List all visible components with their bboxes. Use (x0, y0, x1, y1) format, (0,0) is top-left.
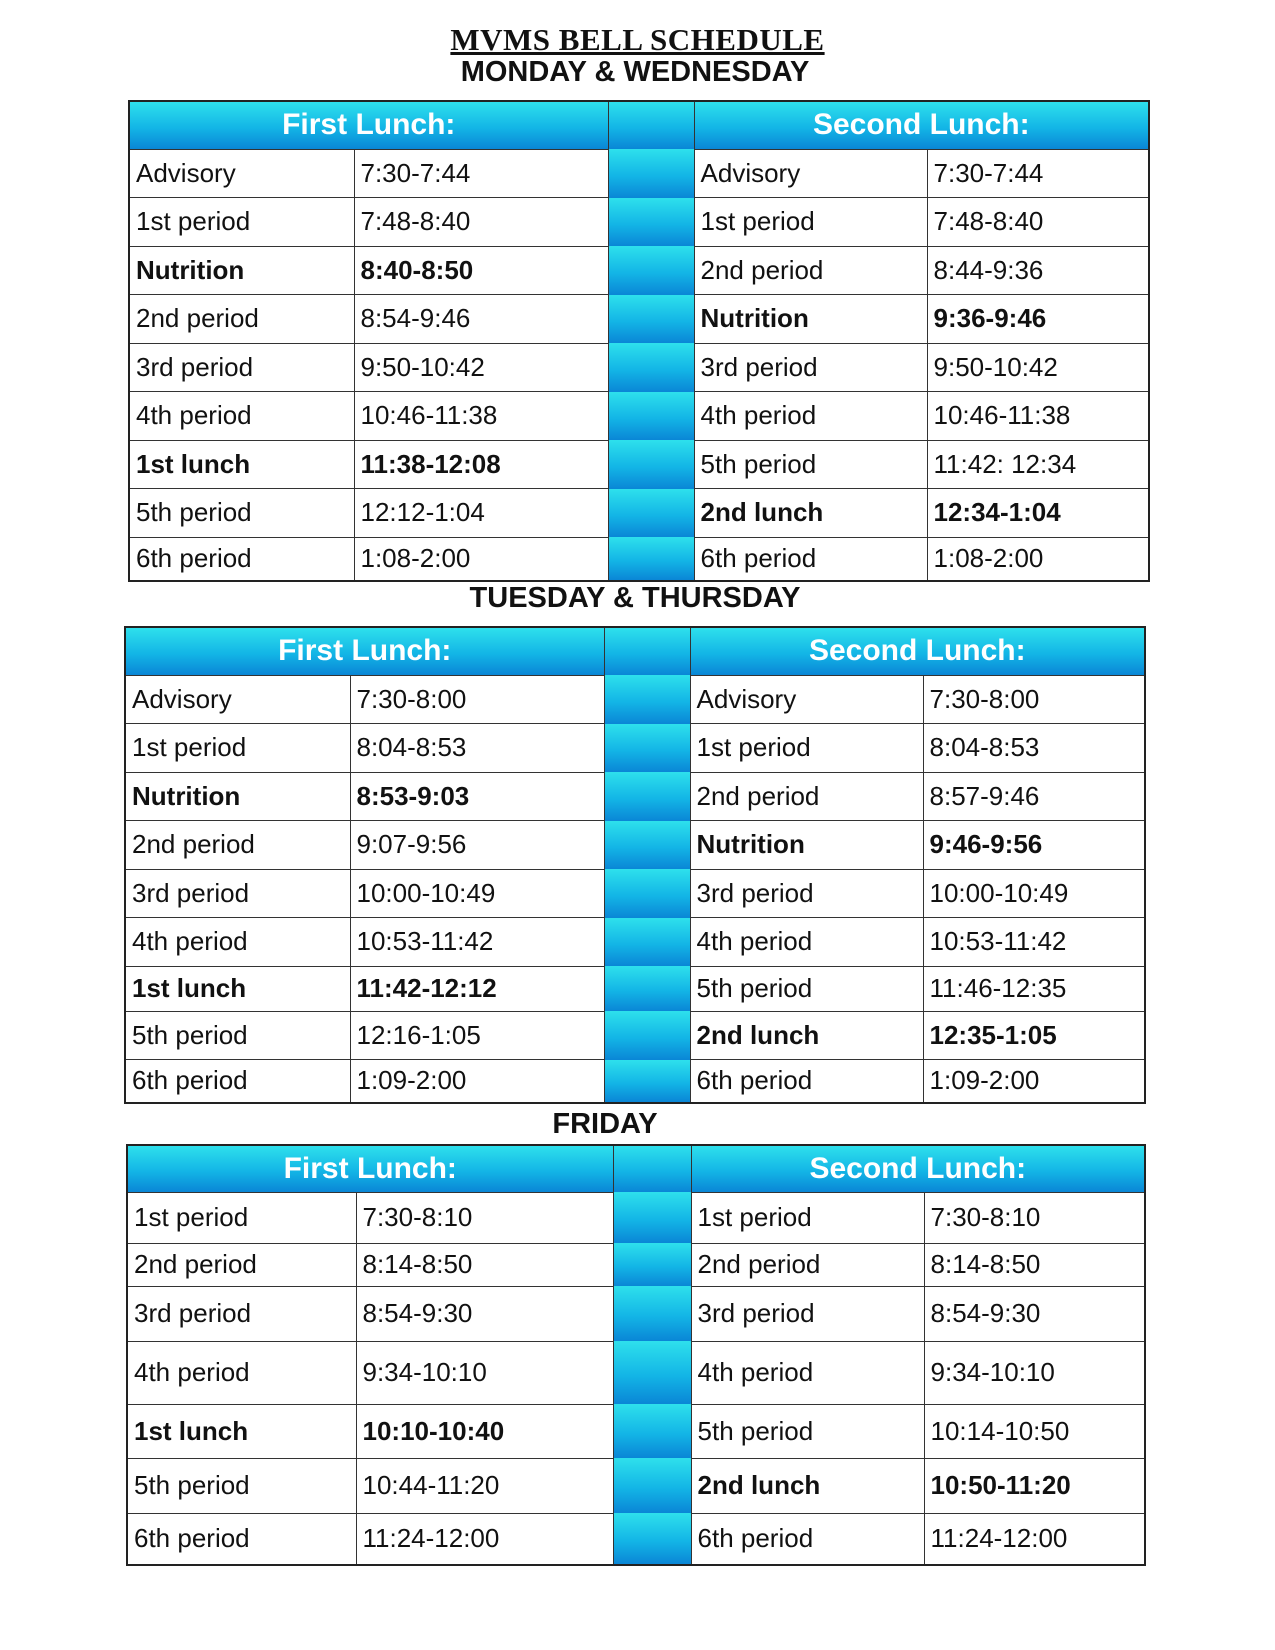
second-lunch-time-cell: 10:53-11:42 (923, 918, 1145, 967)
second-lunch-period-cell: Advisory (694, 149, 927, 198)
schedule-table-mon-wed (128, 100, 1150, 582)
first-lunch-period-cell: 6th period (129, 537, 354, 581)
schedule-row (129, 246, 1149, 295)
schedule-row (127, 1404, 1145, 1458)
schedule-row (125, 869, 1145, 918)
first-lunch-time-cell: 12:16-1:05 (350, 1011, 604, 1060)
column-separator (604, 627, 690, 675)
schedule-row (129, 489, 1149, 538)
second-lunch-period-cell: 1st period (691, 1192, 924, 1243)
schedule-row (125, 772, 1145, 821)
first-lunch-time-cell: 12:12-1:04 (354, 489, 608, 538)
first-lunch-period-cell: Advisory (129, 149, 354, 198)
first-lunch-time-cell: 8:14-8:50 (356, 1243, 613, 1286)
first-lunch-period-cell: Nutrition (129, 246, 354, 295)
schedule-row (127, 1458, 1145, 1513)
second-lunch-period-cell: 1st period (694, 198, 927, 247)
second-lunch-header: Second Lunch: (691, 1145, 1145, 1192)
second-lunch-time-cell: 9:34-10:10 (924, 1341, 1145, 1404)
first-lunch-period-cell: 3rd period (129, 343, 354, 392)
first-lunch-header: First Lunch: (129, 101, 608, 149)
schedule-row (129, 440, 1149, 489)
schedule-row (129, 198, 1149, 247)
first-lunch-period-cell: 5th period (129, 489, 354, 538)
schedule-row (125, 1011, 1145, 1060)
second-lunch-time-cell: 11:42: 12:34 (927, 440, 1149, 489)
schedule-row (129, 537, 1149, 581)
first-lunch-period-cell: 2nd period (129, 295, 354, 344)
second-lunch-time-cell: 8:44-9:36 (927, 246, 1149, 295)
second-lunch-period-cell: 4th period (694, 392, 927, 441)
second-lunch-period-cell: 2nd lunch (691, 1458, 924, 1513)
second-lunch-period-cell: 3rd period (694, 343, 927, 392)
second-lunch-time-cell: 10:14-10:50 (924, 1404, 1145, 1458)
schedule-row (127, 1513, 1145, 1565)
column-separator (613, 1243, 691, 1286)
column-separator (608, 343, 694, 392)
column-separator (608, 149, 694, 198)
first-lunch-period-cell: 4th period (125, 918, 350, 967)
first-lunch-period-cell: 2nd period (127, 1243, 356, 1286)
page-title: MVMS BELL SCHEDULE (450, 22, 825, 57)
column-separator (604, 1011, 690, 1060)
schedule-row (125, 1060, 1145, 1103)
second-lunch-period-cell: 4th period (691, 1341, 924, 1404)
column-separator (608, 489, 694, 538)
second-lunch-period-cell: 5th period (694, 440, 927, 489)
first-lunch-time-cell: 7:48-8:40 (354, 198, 608, 247)
section-heading-tue-thu: TUESDAY & THURSDAY (469, 582, 801, 614)
second-lunch-period-cell: 2nd period (694, 246, 927, 295)
first-lunch-time-cell: 10:00-10:49 (350, 869, 604, 918)
first-lunch-period-cell: 1st period (125, 724, 350, 773)
schedule-table-friday (126, 1144, 1146, 1566)
schedule-row (125, 966, 1145, 1011)
second-lunch-time-cell: 9:50-10:42 (927, 343, 1149, 392)
second-lunch-period-cell: 6th period (694, 537, 927, 581)
second-lunch-time-cell: 8:14-8:50 (924, 1243, 1145, 1286)
second-lunch-time-cell: 10:50-11:20 (924, 1458, 1145, 1513)
column-separator (613, 1404, 691, 1458)
column-separator (604, 675, 690, 724)
column-separator (608, 440, 694, 489)
first-lunch-period-cell: Advisory (125, 675, 350, 724)
second-lunch-time-cell: 8:57-9:46 (923, 772, 1145, 821)
second-lunch-time-cell: 11:46-12:35 (923, 966, 1145, 1011)
first-lunch-time-cell: 9:50-10:42 (354, 343, 608, 392)
column-separator (613, 1458, 691, 1513)
second-lunch-period-cell: 6th period (691, 1513, 924, 1565)
column-separator (604, 918, 690, 967)
first-lunch-time-cell: 7:30-8:00 (350, 675, 604, 724)
first-lunch-time-cell: 10:44-11:20 (356, 1458, 613, 1513)
second-lunch-time-cell: 10:00-10:49 (923, 869, 1145, 918)
column-separator (608, 392, 694, 441)
first-lunch-period-cell: 1st period (129, 198, 354, 247)
first-lunch-time-cell: 10:53-11:42 (350, 918, 604, 967)
schedule-row (125, 675, 1145, 724)
column-separator (613, 1286, 691, 1341)
second-lunch-time-cell: 7:30-8:10 (924, 1192, 1145, 1243)
first-lunch-period-cell: 5th period (127, 1458, 356, 1513)
column-separator (613, 1513, 691, 1565)
first-lunch-period-cell: 1st lunch (127, 1404, 356, 1458)
second-lunch-period-cell: 2nd period (690, 772, 923, 821)
first-lunch-time-cell: 7:30-8:10 (356, 1192, 613, 1243)
second-lunch-period-cell: 6th period (690, 1060, 923, 1103)
second-lunch-period-cell: 2nd period (691, 1243, 924, 1286)
second-lunch-period-cell: 3rd period (690, 869, 923, 918)
second-lunch-time-cell: 7:48-8:40 (927, 198, 1149, 247)
first-lunch-time-cell: 11:42-12:12 (350, 966, 604, 1011)
first-lunch-time-cell: 8:54-9:30 (356, 1286, 613, 1341)
first-lunch-period-cell: 6th period (125, 1060, 350, 1103)
second-lunch-period-cell: Nutrition (690, 821, 923, 870)
schedule-row (125, 821, 1145, 870)
first-lunch-period-cell: 5th period (125, 1011, 350, 1060)
first-lunch-header: First Lunch: (127, 1145, 613, 1192)
schedule-row (127, 1286, 1145, 1341)
second-lunch-time-cell: 1:09-2:00 (923, 1060, 1145, 1103)
first-lunch-time-cell: 8:53-9:03 (350, 772, 604, 821)
second-lunch-time-cell: 8:04-8:53 (923, 724, 1145, 773)
second-lunch-period-cell: Nutrition (694, 295, 927, 344)
first-lunch-period-cell: 3rd period (127, 1286, 356, 1341)
second-lunch-period-cell: 1st period (690, 724, 923, 773)
schedule-row (127, 1341, 1145, 1404)
column-separator (613, 1145, 691, 1192)
first-lunch-time-cell: 8:54-9:46 (354, 295, 608, 344)
second-lunch-period-cell: 2nd lunch (694, 489, 927, 538)
second-lunch-time-cell: 12:35-1:05 (923, 1011, 1145, 1060)
first-lunch-period-cell: Nutrition (125, 772, 350, 821)
column-separator (604, 869, 690, 918)
first-lunch-period-cell: 2nd period (125, 821, 350, 870)
second-lunch-time-cell: 7:30-8:00 (923, 675, 1145, 724)
column-separator (604, 821, 690, 870)
first-lunch-time-cell: 1:09-2:00 (350, 1060, 604, 1103)
second-lunch-period-cell: 2nd lunch (690, 1011, 923, 1060)
schedule-row (125, 724, 1145, 773)
column-separator (608, 101, 694, 149)
column-separator (608, 198, 694, 247)
schedule-row (127, 1192, 1145, 1243)
first-lunch-time-cell: 8:04-8:53 (350, 724, 604, 773)
second-lunch-period-cell: Advisory (690, 675, 923, 724)
schedule-row (127, 1243, 1145, 1286)
section-heading-mon-wed: MONDAY & WEDNESDAY (460, 56, 810, 88)
second-lunch-time-cell: 1:08-2:00 (927, 537, 1149, 581)
schedule-row (129, 295, 1149, 344)
second-lunch-period-cell: 4th period (690, 918, 923, 967)
first-lunch-time-cell: 1:08-2:00 (354, 537, 608, 581)
column-separator (608, 295, 694, 344)
schedule-row (129, 392, 1149, 441)
schedule-table-tue-thu (124, 626, 1146, 1104)
column-separator (604, 772, 690, 821)
second-lunch-time-cell: 12:34-1:04 (927, 489, 1149, 538)
column-separator (604, 1060, 690, 1103)
schedule-row (129, 343, 1149, 392)
second-lunch-time-cell: 11:24-12:00 (924, 1513, 1145, 1565)
second-lunch-header: Second Lunch: (690, 627, 1145, 675)
second-lunch-time-cell: 9:46-9:56 (923, 821, 1145, 870)
first-lunch-time-cell: 7:30-7:44 (354, 149, 608, 198)
first-lunch-period-cell: 1st lunch (125, 966, 350, 1011)
column-separator (613, 1192, 691, 1243)
first-lunch-time-cell: 9:07-9:56 (350, 821, 604, 870)
second-lunch-time-cell: 7:30-7:44 (927, 149, 1149, 198)
first-lunch-time-cell: 8:40-8:50 (354, 246, 608, 295)
first-lunch-period-cell: 1st period (127, 1192, 356, 1243)
first-lunch-period-cell: 4th period (129, 392, 354, 441)
second-lunch-header: Second Lunch: (694, 101, 1149, 149)
first-lunch-time-cell: 11:38-12:08 (354, 440, 608, 489)
schedule-row (129, 149, 1149, 198)
column-separator (604, 966, 690, 1011)
column-separator (613, 1341, 691, 1404)
second-lunch-period-cell: 3rd period (691, 1286, 924, 1341)
first-lunch-time-cell: 11:24-12:00 (356, 1513, 613, 1565)
first-lunch-header: First Lunch: (125, 627, 604, 675)
column-separator (608, 537, 694, 581)
first-lunch-period-cell: 4th period (127, 1341, 356, 1404)
first-lunch-period-cell: 6th period (127, 1513, 356, 1565)
schedule-row (125, 918, 1145, 967)
second-lunch-time-cell: 10:46-11:38 (927, 392, 1149, 441)
second-lunch-period-cell: 5th period (691, 1404, 924, 1458)
second-lunch-period-cell: 5th period (690, 966, 923, 1011)
section-heading-friday: FRIDAY (552, 1108, 658, 1140)
first-lunch-time-cell: 9:34-10:10 (356, 1341, 613, 1404)
column-separator (604, 724, 690, 773)
second-lunch-time-cell: 9:36-9:46 (927, 295, 1149, 344)
second-lunch-time-cell: 8:54-9:30 (924, 1286, 1145, 1341)
first-lunch-time-cell: 10:46-11:38 (354, 392, 608, 441)
first-lunch-time-cell: 10:10-10:40 (356, 1404, 613, 1458)
first-lunch-period-cell: 3rd period (125, 869, 350, 918)
first-lunch-period-cell: 1st lunch (129, 440, 354, 489)
column-separator (608, 246, 694, 295)
